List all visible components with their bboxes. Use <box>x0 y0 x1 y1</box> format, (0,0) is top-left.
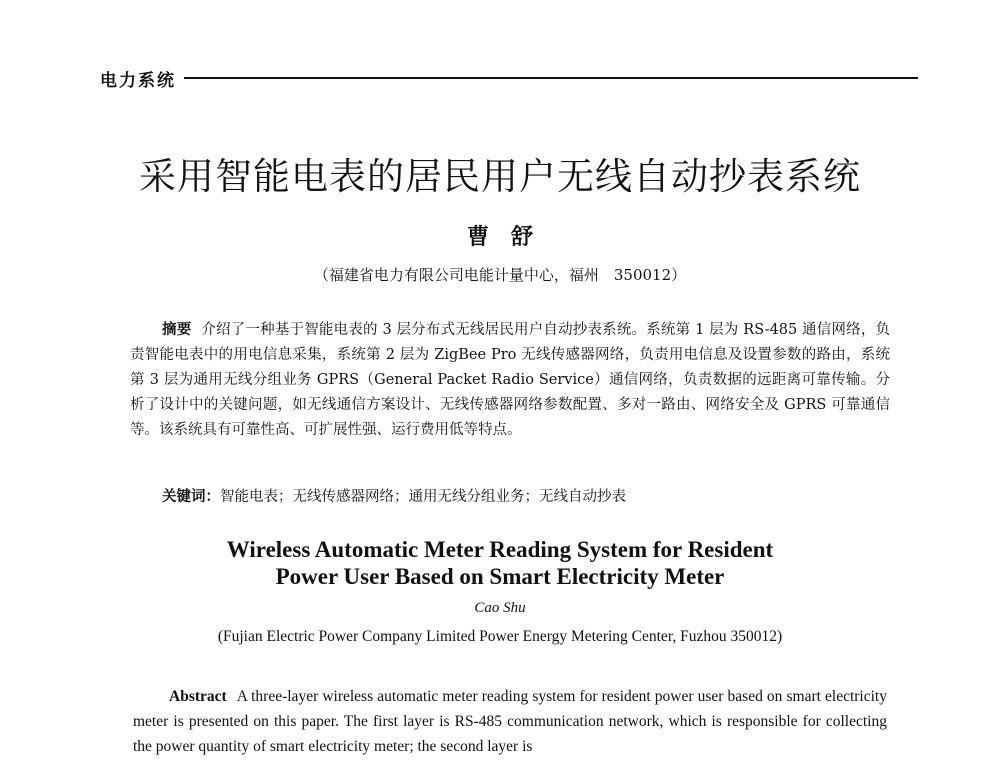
english-abstract-label: Abstract <box>169 688 227 705</box>
chinese-author: 曹舒 <box>466 224 555 250</box>
english-title-line-1: Wireless Automatic Meter Reading System for Resident <box>226 537 774 562</box>
english-abstract-text: A three-layer wireless automatic meter reading system for resident power user based on smart electricity meter is presented on this paper. The first layer is RS-485 communication network, which is responsible for collecting the power quantity of smart electricity meter; the second layer is <box>133 688 887 755</box>
chinese-keywords <box>130 485 890 510</box>
section-label: 电力系统 <box>100 70 176 91</box>
chinese-keywords-text: 智能电表；无线传感器网络；通用无线分组业务；无线自动抄表 <box>220 489 626 505</box>
header-rule <box>184 77 918 79</box>
chinese-keywords-label: 关键词： <box>162 489 220 505</box>
english-title-line-2: Power User Based on Smart Electricity Meter <box>275 564 725 589</box>
chinese-affiliation: （福建省电力有限公司电能计量中心，福州 350012） <box>313 266 687 284</box>
running-header <box>100 66 918 90</box>
english-affiliation: (Fujian Electric Power Company Limited Power Energy Metering Center, Fuzhou 350012) <box>217 628 783 645</box>
english-abstract <box>133 684 887 759</box>
chinese-abstract-label: 摘要 <box>162 322 192 338</box>
chinese-title: 采用智能电表的居民用户无线自动抄表系统 <box>139 155 861 198</box>
chinese-abstract <box>130 318 890 443</box>
english-title <box>0 536 1000 590</box>
chinese-abstract-text: 介绍了一种基于智能电表的 3 层分布式无线居民用户自动抄表系统。系统第 1 层为 RS-485 通信网络，负责智能电表中的用电信息采集，系统第 2 层为 ZigBee Pro 无线传感器网络，负责用电信息及设置参数的路由，系统第 3 层为通用无线分组业务 GPRS（General Packet Radio Service）通信网络，负责数据的远距离可靠传输。分析了设计中的关键问题，如无线通信方案设计、无线传感器网络参数配置、多对一路由、网络安全及 GPRS 可靠通信等。该系统具有可靠性高、可扩展性强、运行费用低等特点。 <box>130 322 891 438</box>
english-author: Cao Shu <box>474 600 526 616</box>
